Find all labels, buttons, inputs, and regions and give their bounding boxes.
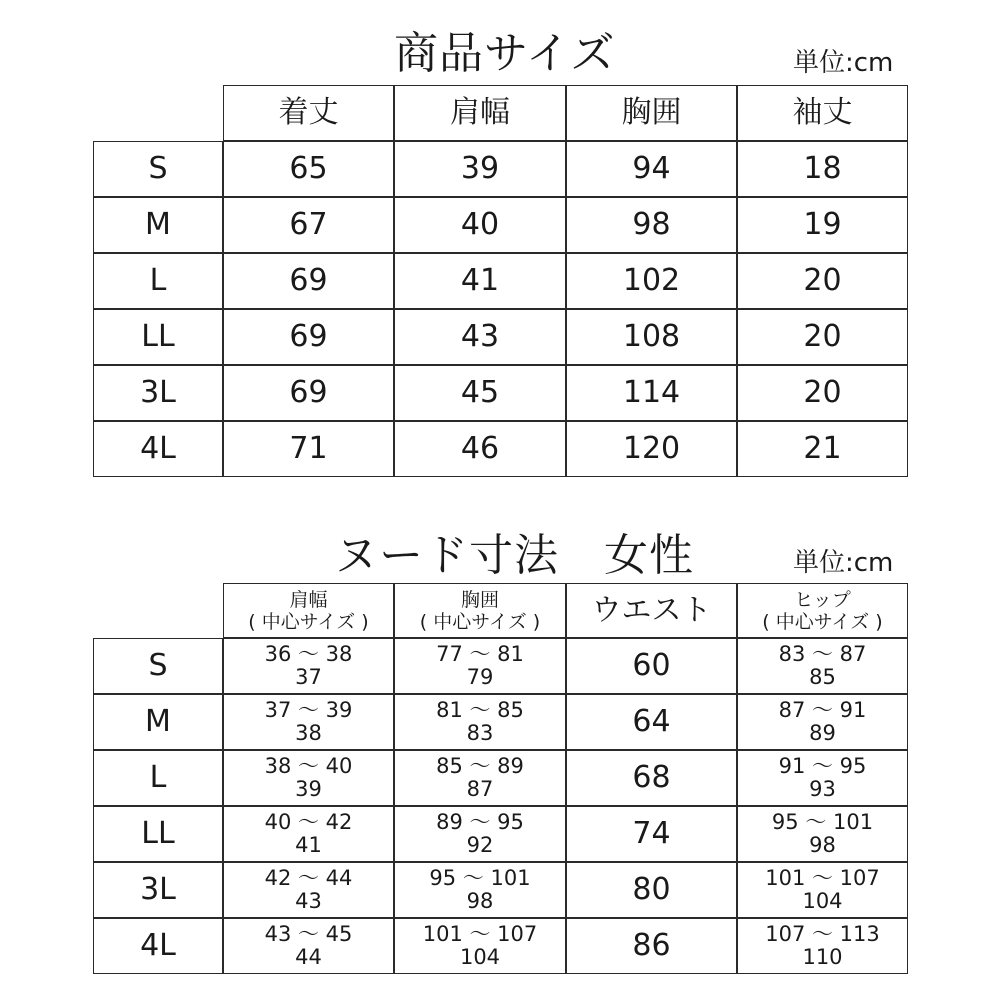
table-cell xyxy=(566,309,737,365)
size-label: S xyxy=(148,151,168,186)
table-cell xyxy=(566,638,737,694)
range-value: 91 ～ 95 xyxy=(778,754,867,778)
range-value: 38 ～ 40 xyxy=(264,754,353,778)
center-value: 43 xyxy=(295,889,322,913)
table-cell xyxy=(394,694,566,750)
size-label-cell xyxy=(93,365,223,421)
center-value: 39 xyxy=(295,777,322,801)
table-cell xyxy=(566,421,737,477)
size-label-cell xyxy=(93,694,223,750)
table-cell xyxy=(223,862,394,918)
cell-value: 71 xyxy=(289,431,328,466)
range-value: 42 ～ 44 xyxy=(264,866,353,890)
cell-value: 120 xyxy=(622,431,681,466)
table-cell xyxy=(394,750,566,806)
size-label-cell xyxy=(93,638,223,694)
center-value: 83 xyxy=(466,721,494,745)
center-value: 37 xyxy=(295,665,322,689)
table-cell xyxy=(566,918,737,974)
table-cell xyxy=(223,638,394,694)
size-label: 3L xyxy=(140,872,176,907)
table-cell xyxy=(394,638,566,694)
size-label: 4L xyxy=(140,431,176,466)
table-cell xyxy=(394,365,566,421)
cell-value: 20 xyxy=(803,263,842,298)
range-value: 101 ～ 107 xyxy=(422,922,538,946)
range-value: 107 ～ 113 xyxy=(765,922,880,946)
table-cell xyxy=(394,421,566,477)
table-cell xyxy=(566,694,737,750)
column-header-sublabel: ( 中心サイズ ) xyxy=(419,610,541,633)
table-cell xyxy=(737,365,908,421)
table-cell xyxy=(223,694,394,750)
cell-value: 74 xyxy=(632,816,671,851)
table-cell xyxy=(737,750,908,806)
size-label-cell xyxy=(93,197,223,253)
column-header-label: 肩幅 xyxy=(450,95,510,130)
center-value: 93 xyxy=(809,777,836,801)
column-header xyxy=(223,583,394,638)
range-value: 36 ～ 38 xyxy=(264,642,353,666)
column-header xyxy=(394,583,566,638)
table-cell xyxy=(223,141,394,197)
cell-value: 45 xyxy=(460,375,500,410)
table-cell xyxy=(394,253,566,309)
table-cell xyxy=(223,365,394,421)
column-header-label: 胸囲 xyxy=(621,95,682,130)
center-value: 104 xyxy=(459,945,501,969)
table-cell xyxy=(394,141,566,197)
product-size-unit: 単位:cm xyxy=(793,48,894,78)
table-cell xyxy=(394,197,566,253)
table-cell xyxy=(566,862,737,918)
cell-value: 20 xyxy=(803,375,842,410)
table-cell xyxy=(566,253,737,309)
size-label-cell xyxy=(93,141,223,197)
column-header-label: 着丈 xyxy=(278,95,339,130)
cell-value: 20 xyxy=(803,319,842,354)
cell-value: 67 xyxy=(289,207,328,242)
center-value: 85 xyxy=(809,665,836,689)
range-value: 85 ～ 89 xyxy=(436,754,524,778)
size-label-cell xyxy=(93,750,223,806)
table-cell xyxy=(394,309,566,365)
column-header xyxy=(737,583,908,638)
size-label-cell xyxy=(93,918,223,974)
product-size-title: 商品サイズ xyxy=(394,28,616,79)
nude-size-title: ヌード寸法 女性 xyxy=(334,530,694,581)
center-value: 87 xyxy=(466,777,494,801)
table-cell xyxy=(737,918,908,974)
center-value: 92 xyxy=(466,833,494,857)
size-label: LL xyxy=(141,816,175,851)
column-header-sublabel: ( 中心サイズ ) xyxy=(762,610,883,633)
center-value: 89 xyxy=(809,721,836,745)
range-value: 95 ～ 101 xyxy=(771,810,874,834)
column-header xyxy=(737,85,908,141)
cell-value: 46 xyxy=(460,431,500,466)
center-value: 38 xyxy=(295,721,322,745)
column-header xyxy=(394,85,566,141)
cell-value: 108 xyxy=(622,319,681,354)
cell-value: 64 xyxy=(632,704,671,739)
cell-value: 40 xyxy=(460,207,500,242)
size-label-cell xyxy=(93,309,223,365)
table-cell xyxy=(223,806,394,862)
center-value: 79 xyxy=(466,665,494,689)
size-label: 3L xyxy=(140,375,176,410)
table-cell xyxy=(737,309,908,365)
table-cell xyxy=(223,421,394,477)
range-value: 77 ～ 81 xyxy=(436,642,524,666)
center-value: 98 xyxy=(809,833,836,857)
center-value: 104 xyxy=(802,889,843,913)
size-label-cell xyxy=(93,421,223,477)
cell-value: 60 xyxy=(632,648,671,683)
cell-value: 39 xyxy=(460,151,500,186)
size-label-cell xyxy=(93,862,223,918)
cell-value: 18 xyxy=(803,151,842,186)
column-header xyxy=(566,583,737,638)
column-header-label: 胸囲 xyxy=(460,588,499,611)
table-cell xyxy=(394,918,566,974)
cell-value: 68 xyxy=(632,760,671,795)
range-value: 40 ～ 42 xyxy=(264,810,353,834)
size-label: S xyxy=(148,648,168,683)
cell-value: 41 xyxy=(460,263,500,298)
range-value: 89 ～ 95 xyxy=(436,810,524,834)
table-cell xyxy=(566,806,737,862)
size-label-cell xyxy=(93,806,223,862)
center-value: 41 xyxy=(295,833,322,857)
size-label-cell xyxy=(93,253,223,309)
table-cell xyxy=(737,421,908,477)
column-header-label: 肩幅 xyxy=(289,588,328,611)
cell-value: 69 xyxy=(289,263,328,298)
table-cell xyxy=(223,253,394,309)
size-label: L xyxy=(149,263,167,298)
table-cell xyxy=(394,806,566,862)
cell-value: 98 xyxy=(632,207,671,242)
nude-size-unit: 単位:cm xyxy=(793,548,894,578)
column-header xyxy=(566,85,737,141)
cell-value: 114 xyxy=(622,375,681,410)
range-value: 95 ～ 101 xyxy=(429,866,531,890)
cell-value: 102 xyxy=(622,263,681,298)
table-cell xyxy=(737,197,908,253)
cell-value: 21 xyxy=(803,431,842,466)
column-header xyxy=(223,85,394,141)
column-header-label: 袖丈 xyxy=(792,95,853,130)
table-cell xyxy=(737,806,908,862)
table-cell xyxy=(566,141,737,197)
column-header-label: ウエスト xyxy=(591,592,712,628)
size-label: LL xyxy=(141,319,175,354)
column-header-label: ヒップ xyxy=(794,588,851,611)
cell-value: 43 xyxy=(460,319,500,354)
cell-value: 19 xyxy=(803,207,842,242)
range-value: 83 ～ 87 xyxy=(778,642,867,666)
size-label: 4L xyxy=(140,928,176,963)
range-value: 43 ～ 45 xyxy=(264,922,353,946)
range-value: 81 ～ 85 xyxy=(436,698,524,722)
size-label: M xyxy=(145,207,171,242)
cell-value: 94 xyxy=(632,151,671,186)
table-cell xyxy=(737,862,908,918)
table-cell xyxy=(737,253,908,309)
range-value: 87 ～ 91 xyxy=(778,698,867,722)
center-value: 98 xyxy=(466,889,494,913)
cell-value: 69 xyxy=(289,375,328,410)
center-value: 44 xyxy=(295,945,322,969)
size-label: M xyxy=(145,704,171,739)
table-cell xyxy=(223,918,394,974)
table-cell xyxy=(394,862,566,918)
cell-value: 86 xyxy=(632,928,671,963)
table-cell xyxy=(223,309,394,365)
cell-value: 80 xyxy=(632,872,671,907)
range-value: 37 ～ 39 xyxy=(264,698,353,722)
size-label: L xyxy=(149,760,167,795)
table-cell xyxy=(223,197,394,253)
center-value: 110 xyxy=(802,945,843,969)
table-cell xyxy=(566,197,737,253)
table-cell xyxy=(737,694,908,750)
range-value: 101 ～ 107 xyxy=(765,866,880,890)
column-header-sublabel: ( 中心サイズ ) xyxy=(248,610,369,633)
table-cell xyxy=(737,638,908,694)
cell-value: 65 xyxy=(289,151,328,186)
table-cell xyxy=(223,750,394,806)
table-cell xyxy=(737,141,908,197)
table-cell xyxy=(566,750,737,806)
cell-value: 69 xyxy=(289,319,328,354)
table-cell xyxy=(566,365,737,421)
